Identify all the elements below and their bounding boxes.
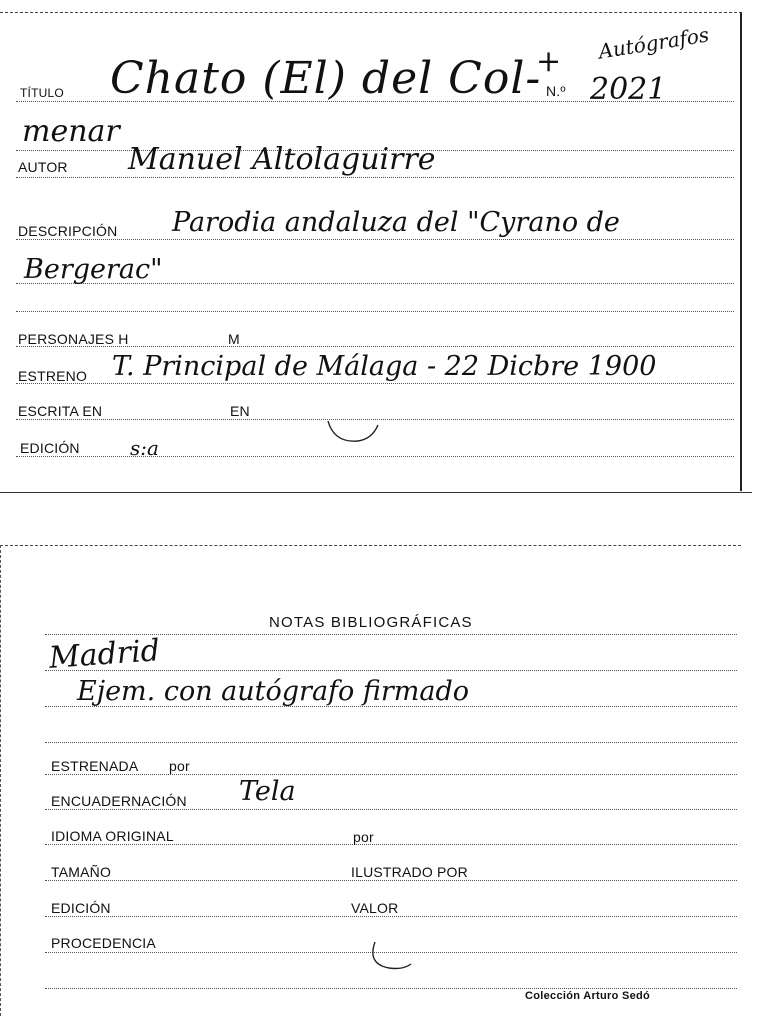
edicion-label-bottom: EDICIÓN — [51, 900, 111, 916]
autor-label: AUTOR — [18, 159, 68, 175]
idioma-por-label: por — [353, 829, 374, 845]
ruled-line — [45, 988, 737, 989]
collection-stamp: Colección Arturo Sedó — [525, 990, 651, 1002]
description-handwritten-line2: Bergerac" — [24, 254, 163, 285]
card-divider — [0, 492, 752, 493]
ilustrado-label: ILUSTRADO POR — [351, 864, 468, 880]
author-handwritten: Manuel Altolaguirre — [128, 142, 436, 177]
valor-label: VALOR — [351, 900, 399, 916]
descripcion-label: DESCRIPCIÓN — [18, 223, 118, 239]
ruled-line — [45, 774, 737, 775]
ruled-line — [45, 670, 737, 671]
en-label: EN — [230, 403, 250, 419]
tamano-label: TAMAÑO — [51, 864, 112, 880]
catalog-card-main — [0, 12, 742, 491]
estreno-label: ESTRENO — [18, 368, 88, 384]
ruled-line — [16, 239, 734, 240]
description-handwritten-line1: Parodia andaluza del "Cyrano de — [172, 207, 620, 238]
estrenada-label: ESTRENADA — [51, 758, 139, 774]
ruled-line — [16, 311, 734, 312]
title-handwritten-line1: Chato (El) del Col- — [110, 53, 542, 104]
cross-mark: + — [536, 44, 562, 79]
edition-handwritten: s:a — [130, 436, 159, 460]
edicion-label: EDICIÓN — [20, 440, 80, 456]
pen-stroke-decoration — [361, 938, 421, 978]
pen-stroke-decoration — [320, 413, 390, 453]
ruled-line — [45, 809, 737, 810]
procedencia-label: PROCEDENCIA — [51, 935, 156, 951]
numero-label: N.º — [546, 83, 566, 99]
notes-handwritten-line2: Ejem. con autógrafo firmado — [77, 676, 470, 707]
ruled-line — [45, 880, 737, 881]
titulo-label: TÍTULO — [20, 86, 64, 100]
ruled-line — [16, 383, 734, 384]
notes-heading: NOTAS BIBLIOGRÁFICAS — [269, 614, 473, 631]
catalog-card-notes — [0, 545, 741, 1016]
notes-handwritten-line1: Madrid — [47, 633, 162, 676]
escrita-en-label: ESCRITA EN — [18, 403, 103, 419]
title-handwritten-line2: menar — [22, 114, 120, 149]
ruled-line — [45, 742, 737, 743]
premiere-handwritten: T. Principal de Málaga - 22 Dicbre 1900 — [112, 351, 657, 382]
estrenada-por-label: por — [169, 758, 190, 774]
card-number: 2021 — [590, 72, 667, 107]
category-handwritten: Autógrafos — [596, 22, 711, 64]
idioma-label: IDIOMA ORIGINAL — [51, 828, 174, 844]
encuadernacion-label: ENCUADERNACIÓN — [51, 793, 187, 809]
personajes-label: PERSONAJES H — [18, 331, 129, 347]
binding-handwritten: Tela — [239, 776, 296, 807]
ruled-line — [45, 916, 737, 917]
ruled-line — [16, 456, 734, 457]
ruled-line — [16, 177, 734, 178]
ruled-line — [45, 844, 737, 845]
personajes-m-label: M — [228, 331, 240, 347]
